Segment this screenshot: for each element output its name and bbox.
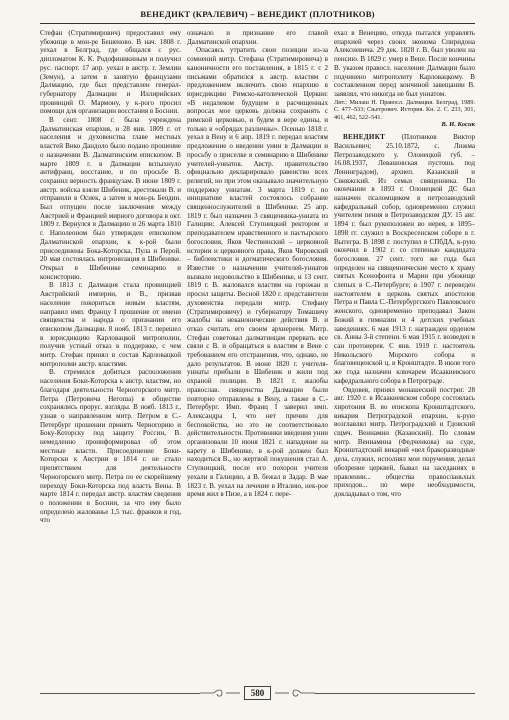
ornament-left-icon xyxy=(200,689,240,697)
paragraph: Стефан (Стратимирович) предоставил ему убежище в мон-ре Бешеново. В нач. 1808 г. уехал в Белград, где общался с рус. дипломатом К. К. Родофиникиным и получил рус. паспорт. 17 апр. уехал в австр. г. Землин (Земун), а затем в занятую французами Далмацию, где был представлен генерал-губернатору Далмации и Иллирийских провинций О. Мармону, у к-рого просил помощи для организации восстания в Боснии. xyxy=(40,29,181,116)
literature-note: Лит.: Милаш Н. Правосл. Далмация. Белград, 1989. С. 477–533; Сњетрович. История. Кн. 2. С. 233, 301, 461, 462, 522–541. xyxy=(334,98,475,121)
ornament-right-icon xyxy=(275,689,315,697)
running-header: ВЕНЕДИКТ (КРАЛЕВИЧ) – ВЕНЕДИКТ (ПЛОТНИКОВ) xyxy=(140,9,375,19)
entry-paragraph xyxy=(334,133,475,385)
entry-headword: ВЕНЕДИКТ xyxy=(343,133,386,142)
paragraph: В 1813 г. Далмация стала провинцией Австрийской империи, и В., призвав население покориться новым властям, направил имп. Францу I прошение от имени священства и народа о признании его епископом Далмации. 8 нояб. 1813 г. перешел в юрисдикцию Карловацкой митрополии, получив устный отказ в поддержке, с чем митр. Стефан принял в состав Карловацкой митрополии австр. властями. xyxy=(40,281,181,368)
paragraph: ехал в Венецию, откуда пытался управлять епархией через своих эконома Спиридона Алексиевича. 29 дек. 1828 г. В. был уволен на пенсию. В 1829 г. умер в Вене. После кончины В. указом правосл. население Далмации было подчинено митрополиту Карловацкому. В составленном перед кончиной завещании В. заявлял, что никогда не был униатом. xyxy=(334,29,475,98)
paragraph: означало и признание его главой Далматинской епархии. xyxy=(187,29,328,46)
paragraph: Овдовев, принял монашеский постриг. 28 авг. 1920 г. в Исаакиевском соборе состоялась хиротония В. во епископа Кронштадтского, викария Петроградской епархии, к-рую возглавлял митр. Петроградский и Гдовский сщмч. Вениамин (Казанский). По словам митр. Вениамина (Федченкова) на суде, Кронштадтский викарий «вел бракоразводные дела, служил, исполнял мои поручения, делал обозрение церквей, бывал на заседаниях в правлении... общества правосланьхых приходов... по мере необходимости, докладывал о том, что xyxy=(334,385,475,498)
column-2 xyxy=(187,29,328,669)
entry-text: (Плотников Виктор Васильевич; 25.10.1872, с. Лижма Петрозаводского у. Олонецкой губ. – 16.08.1937, Левашовская пустошь под Ленинградом), архиеп. Казанский и Свияжский. Из семьи священника. По окончании в 1893 г. Олонецкой ДС был назначен псаломщиком в петрозаводский кафедральный собор, одновременно служил учителем пения в Петрозаводском ДУ. 15 авг. 1894 г. был рукоположен во иерея, в 1895–1898 гг. служил в Воскресенском соборе в г. Вытегра. В 1898 г. поступил в СПбДА, к-рую окончил в 1902 г. со степенью кандидата богословия. 27 сент. того же года был определен на священнические место к храму святых Ксенофонта и Марии при убежище слепых в С.-Петербурге; в 1907 г. переведен настоятелем в церковь святых апостолов Петра и Павла С.-Петербургского Павловского женского, одновременно преподавал Закон Божий в гимназии и 4 детских учебных заведениях. 6 мая 1913 г. награжден орденом св. Анны 3-й степени. 6 мая 1915 г. возведен в сан протоиерея. С янв. 1919 г. настоятель Никольского Морского собора и благовещенской ц. в Кронштадте. В июле того же года назначен ключарем Исаакиевского кафедрального собора в Петрограде. xyxy=(334,133,475,385)
column-1 xyxy=(40,29,181,669)
article-author: В. И. Косик xyxy=(441,121,475,129)
page-number: 580 xyxy=(244,686,272,700)
header-rule xyxy=(40,23,475,24)
paragraph: Опасаясь утратить свои позиции из-за сомнений митр. Стефана (Стратимировича) в каноничности его поставления, в 1815 г. с 2 письмами обратился к австр. властям с предложением включить свою епархию в юрисдикцию Римско-католической Церкви: «В недалеком будущем в расчищенных вопросах мое церковь должна сохранять с римской церковью, и будем в вере едины, и только в «обрядах различны». Осенью 1818 г. уехал в Вену и 6 апр. 1819 г. передал властям предложение о введении унии в Далмации и просьбу о приселке в семинарию в Шибенике учителей-униатов. Австр. правительство официально декларировало равенство всех религий, но при этом оказывало значительную поддержку униатам. 3 марта 1819 г. по инициативе властей состоялось собрание священнослужителей в Шибенике. 25 апр. 1819 г. был назначен 3 священника-униата из Галиции: Алексей Ступницкий ректором и преподавателем нравственного и пастырского богословия, Яков Чествинский – церковной истории и церковного права, Яков Чировский – библеистики и догматического богословия. Известие о назначении учителей-униатов вызвало недовольство в Шибенике, и 13 сент. 1819 г. В. жаловался властям на горожан и просил защиты. Весной 1820 г. представители духовенства передали митр. Стефану (Стратимировичу) и губернатору Томашичу жалобы на неканонические действия В. и отказ считать его своим архиереем. Митр. Стефан советовал далматинцам прервать все связи с В. и обращаться к властям в Вене с требованием его отстранения, что, однако, не дало результатов. В июне 1820 г. учителя-униаты прибыли в Шибеник и жили под охраной полиции. В 1821 г. жалобы православ. священства Далмации были повторно отправлены в Вену, а также в С.-Петербург. Имп. Франц I заверил имп. Александра I, что нет причин для беспокойства, но это не соответствовало действительности. Противники введения унии организовали 10 июня 1821 г. нападение на карету в Шибенике, в к-рой должен был находиться В., но жертвой покушения стал А. Ступницкий, после его похорон учителя уехали в Галицию, а В. бежал в Задар. В мае 1823 г. В. уехал на лечение в Италию, нек-рое время жил в Пизе, а в 1824 г. пере- xyxy=(187,46,328,499)
footer-rule-left xyxy=(40,693,200,694)
page-footer xyxy=(40,686,475,700)
column-3 xyxy=(334,29,475,669)
paragraph: В сент. 1808 г. была учреждена Далматинская епархия, и 28 янв. 1809 г. от населения и духовенства главе местных властей Вико Дандоло было подано прошение о назначении В. Далматинским епископом. В марте 1809 г. в Далмации вспыхнуло антифранц. восстание, и по просьбе В. сохранил верность французам. В июне 1809 г. австр. войска взяли Шибеник, арестовали В. и отправили в Осиек, а затем в мон-рь Беодин. Был отпущен после заключения между Австрией и Францией мирного договора в окт. 1809 г. Вернулся в Далмацию и 26 марта 1810 г. Наполеоном был утвержден епископом Далматинской епархии, к к-рой были присоединены Бока-Которска, Пула и Перой. 20 мая состоялась интронизация в Шибенике. Открыл в Шибенике семинарию и консисторию. xyxy=(40,116,181,281)
footer-rule-right xyxy=(315,693,475,694)
text-columns xyxy=(40,29,475,669)
paragraph: В. стремился добиться расположения населения Боки-Которска к австр. властям, но благодаря деятельности Черногорского митр. Петра (Петровича Негоша) в обществе сохранялись прорус. взгляды. В нояб. 1813 г., узнав о направленном митр. Петром в С.-Петербург прошении принять Черногорию и Боку-Которску под защиту России, В. немедленно проинформировал об этом местные власти. Присоединение Боки-Которски к Австрии в 1814 г. не стало препятствием для деятельности Черногорского митр. Петра по ее скорейшему переходу Боки-Которска под власть Вены. В марте 1814 г. передал австр. властям сведения о положении в Боснии, за что ему было определено жалованье 1,5 тыс. франков в год, что xyxy=(40,368,181,525)
